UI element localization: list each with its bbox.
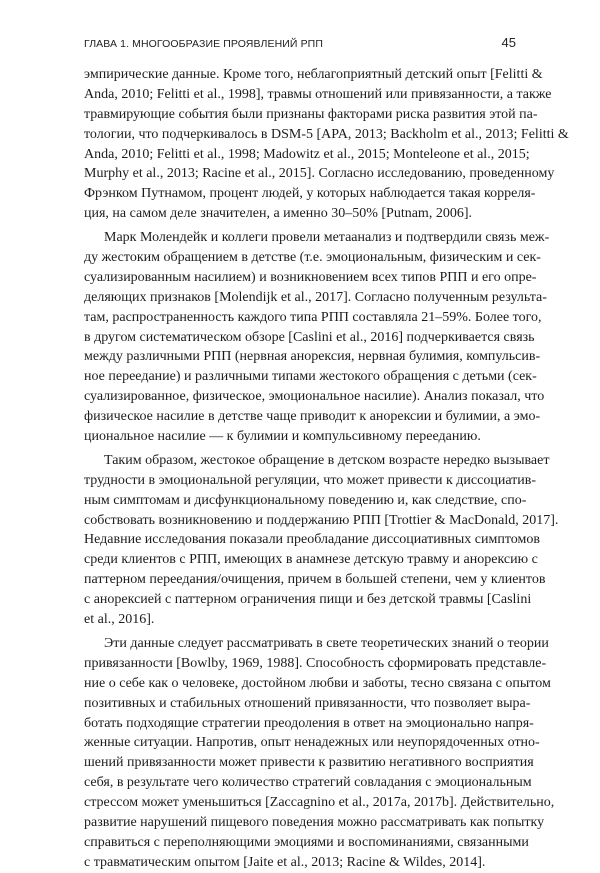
text-line: Марк Молендейк и коллеги провели метаанализ и подтвердили связь меж- xyxy=(104,230,550,246)
text-line: ным симптомам и дисфункциональному поведению и, как следствие, спо- xyxy=(84,492,527,508)
text-line: ция, на самом деле значителен, а именно 30–50% [Putnam, 2006]. xyxy=(84,206,472,222)
text-line: ботать подходящие стратегии преодоления в ответ на эмоционально напря- xyxy=(84,715,534,731)
text-line: между различными РПП (нервная анорексия, нервная булимия, компульсив- xyxy=(84,349,541,365)
page-header xyxy=(84,35,516,50)
text-line: et al., 2016]. xyxy=(84,612,155,628)
text-line: ное переедание) и различными типами жестокого обращения с детьми (сек- xyxy=(84,369,537,385)
text-line: шений привязанности может привести к развитию негативного восприятия xyxy=(84,755,534,771)
text-line: травмирующие события были признаны факторами риска развития этой па- xyxy=(84,106,538,122)
text-line: Таким образом, жестокое обращение в детском возрасте нередко вызывает xyxy=(104,452,550,468)
text-line: Anda, 2010; Felitti et al., 1998; Madowitz et al., 2015; Monteleone et al., 2015; xyxy=(84,146,530,162)
paragraph xyxy=(84,634,555,873)
paragraph xyxy=(84,451,559,630)
text-line: развитие нарушений пищевого поведения можно рассматривать как попытку xyxy=(84,814,545,830)
text-line: там, распространенность каждого типа РПП составляла 21–59%. Более того, xyxy=(84,309,542,325)
text-line: привязанности [Bowlby, 1969, 1988]. Способность сформировать представле- xyxy=(84,655,547,671)
paragraph xyxy=(84,228,550,447)
page-number: 45 xyxy=(501,35,516,50)
text-line: справиться с переполняющими эмоциями и воспоминаниями, связанными xyxy=(84,834,529,850)
text-line: себя, в результате чего количество стратегий совладания с эмоциональным xyxy=(84,775,532,791)
text-line: Murphy et al., 2013; Racine et al., 2015]. Согласно исследованию, проведенному xyxy=(84,166,555,182)
text-line: в другом систематическом обзоре [Caslini et al., 2016] подчеркивается связь xyxy=(84,329,535,345)
text-line: собствовать возникновению и поддержанию РПП [Trottier & MacDonald, 2017]. xyxy=(84,512,559,528)
body-text xyxy=(84,65,569,873)
text-line: ние о себе как о человеке, достойном любви и заботы, тесно связана с опытом xyxy=(84,675,551,691)
text-line: женные ситуации. Напротив, опыт ненадежных или неупорядоченных отно- xyxy=(84,735,540,751)
text-line: Эти данные следует рассматривать в свете теоретических знаний о теории xyxy=(104,635,549,651)
text-line: Anda, 2010; Felitti et al., 1998], травмы отношений или привязанности, а также xyxy=(84,86,552,102)
text-line: деляющих признаков [Molendijk et al., 2017]. Согласно полученным результа- xyxy=(84,289,547,305)
text-line: стрессом может уменьшиться [Zaccagnino et al., 2017a, 2017b]. Действительно, xyxy=(84,795,555,811)
running-head: ГЛАВА 1. МНОГООБРАЗИЕ ПРОЯВЛЕНИЙ РПП xyxy=(84,38,323,50)
text-line: с травматическим опытом [Jaite et al., 2013; Racine & Wildes, 2014]. xyxy=(84,854,486,870)
text-line: циональное насилие — к булимии и компульсивному перееданию. xyxy=(84,429,481,445)
text-line: трудности в эмоциональной регуляции, что может привести к диссоциатив- xyxy=(84,472,537,488)
text-line: суализированное, физическое, эмоциональное насилие). Анализ показал, что xyxy=(84,389,545,405)
text-line: Недавние исследования показали преобладание диссоциативных симптомов xyxy=(84,532,540,548)
text-line: позитивных и стабильных отношений привязанности, что позволяет выра- xyxy=(84,695,531,711)
text-line: Фрэнком Путнамом, процент людей, у которых наблюдается такая корреля- xyxy=(84,186,536,202)
text-line: суализированным насилием) и возникновением всех типов РПП и его опре- xyxy=(84,269,537,285)
paragraph xyxy=(84,65,569,224)
text-line: тологии, что подчеркивалось в DSM-5 [APA, 2013; Backholm et al., 2013; Felitti & xyxy=(84,126,569,142)
text-line: физическое насилие в детстве чаще приводит к анорексии и булимии, а эмо- xyxy=(84,409,541,425)
text-line: среди клиентов с РПП, имеющих в анамнезе детскую травму и анорексию с xyxy=(84,552,538,568)
text-line: эмпирические данные. Кроме того, неблагоприятный детский опыт [Felitti & xyxy=(84,67,543,82)
text-line: ду жестоким обращением в детстве (т.е. эмоциональным, физическим и сек- xyxy=(84,250,541,266)
text-line: с анорексией с паттерном ограничения пищи и без детской травмы [Caslini xyxy=(84,592,532,608)
text-line: паттерном переедания/очищения, причем в большей степени, чем у клиентов xyxy=(84,572,546,588)
